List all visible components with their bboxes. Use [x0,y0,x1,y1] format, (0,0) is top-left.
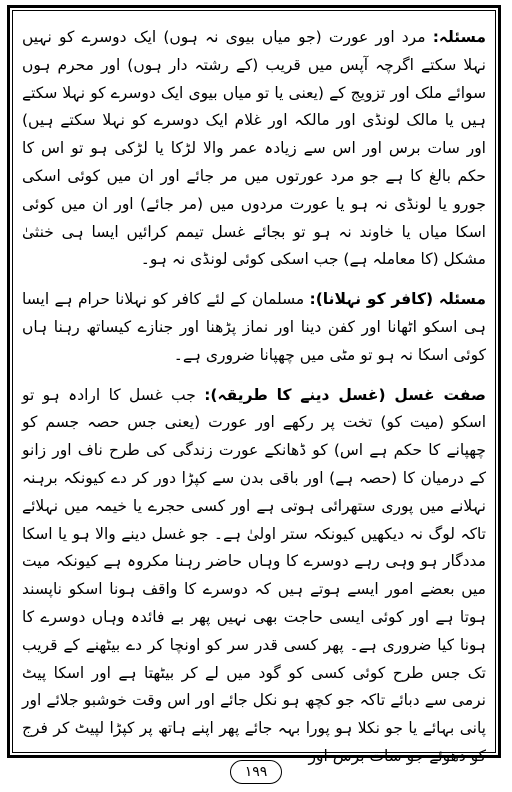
paragraph-2 [22,286,486,369]
paragraph-1 [22,24,486,274]
paragraph-3-heading: صفت غسل (غسل دینے کا طریقہ): [204,385,486,404]
paragraph-3-text: جب غسل کا ارادہ ہو تو اسکو (میت کو) تخت پر رکھے اور عورت (یعنی جس حصہ جسم کو چھپانے کا حکم ہے اس) کو ڈھانکے عورت زندگی کی طرح ناف اور زانو کے درمیان کا (حصہ ہے) اور باقی بدن سے کپڑا دور کر دے کیونکہ برہنہ نہلانے میں پوری ستھرائی ہوتی ہے اور کسی حجرے یا خیمہ میں نہلائے تاکہ لوگ نہ دیکھیں کیونکہ ستر اولیٰ ہے۔ جو غسل دینے والا ہو یا اسکا مددگار ہو وہی رہے دوسرے کا وہاں حاضر رہنا مکروہ ہے کیونکہ میت میں بعضے امور ایسے ہوتے ہیں کہ دوسرے کا واقف ہونا اسکو ناپسند ہوتا ہے اور کوئی ایسی حاجت بھی نہیں پھر بے فائدہ وہاں دوسرے کا ہونا کیا ضروری ہے۔ پھر کسی قدر سر کو اونچا کر دے بیٹھنے کے قریب تک جس طرح کوئی کسی کو گود میں لے کر بیٹھتا ہے اور اسکا پیٹ نرمی سے دبائے تاکہ جو کچھ ہو نکل جائے اور اس وقت خوشبو جلائے اور پانی بہائے یا جو نکلا ہو پورا بہہ جائے پھر اپنے ہاتھ پر کپڑا لپیٹ کر فرج کو دھوئے جو سات برس اور [22,385,486,765]
paragraph-1-heading: مسئلہ: [432,28,486,46]
page-number: ۱۹۹ [230,760,282,784]
paragraph-3 [22,382,486,771]
page-content [22,24,486,765]
paragraph-2-heading: مسئلہ (کافر کو نہلانا): [309,290,486,309]
paragraph-2-text: مسلمان کے لئے کافر کو نہلانا حرام ہے ایسا ہی اسکو اٹھانا اور کفن دینا اور نماز پڑھنا اور جنازے کیساتھ رہنا ہاں کوئی اسکا نہ ہو تو مٹی میں چھپانا ضروری ہے۔ [22,290,486,364]
paragraph-1-text: مرد اور عورت (جو میاں بیوی نہ ہوں) ایک دوسرے کو نہیں نہلا سکتے اگرچہ آپس میں قریب (کے رشتہ دار ہوں) اور محرم ہوں سوائے ملک اور تزویج کے (یعنی یا تو میاں بیوی ایک دوسرے کو نہلا سکتے ہیں یا مالک لونڈی اور مالکہ اور غلام ایک دوسرے کو نہلا سکتے ہیں) اور سات برس اور اس سے زیادہ عمر والا لڑکا یا لڑکی ہو تو اس کا حکم بالغ کا ہے جو مرد عورتوں میں مر جائے اور ان میں کوئی اسکی جورو یا لونڈی نہ ہو یا عورت مردوں میں (مر جائے) اور ان میں کوئی اسکا میاں یا خاوند نہ ہو تو بجائے غسل تیمم کرائیں ایسا ہی خنثیٰ مشکل (کا معاملہ ہے) جب اسکی کوئی لونڈی نہ ہو۔ [22,28,486,269]
